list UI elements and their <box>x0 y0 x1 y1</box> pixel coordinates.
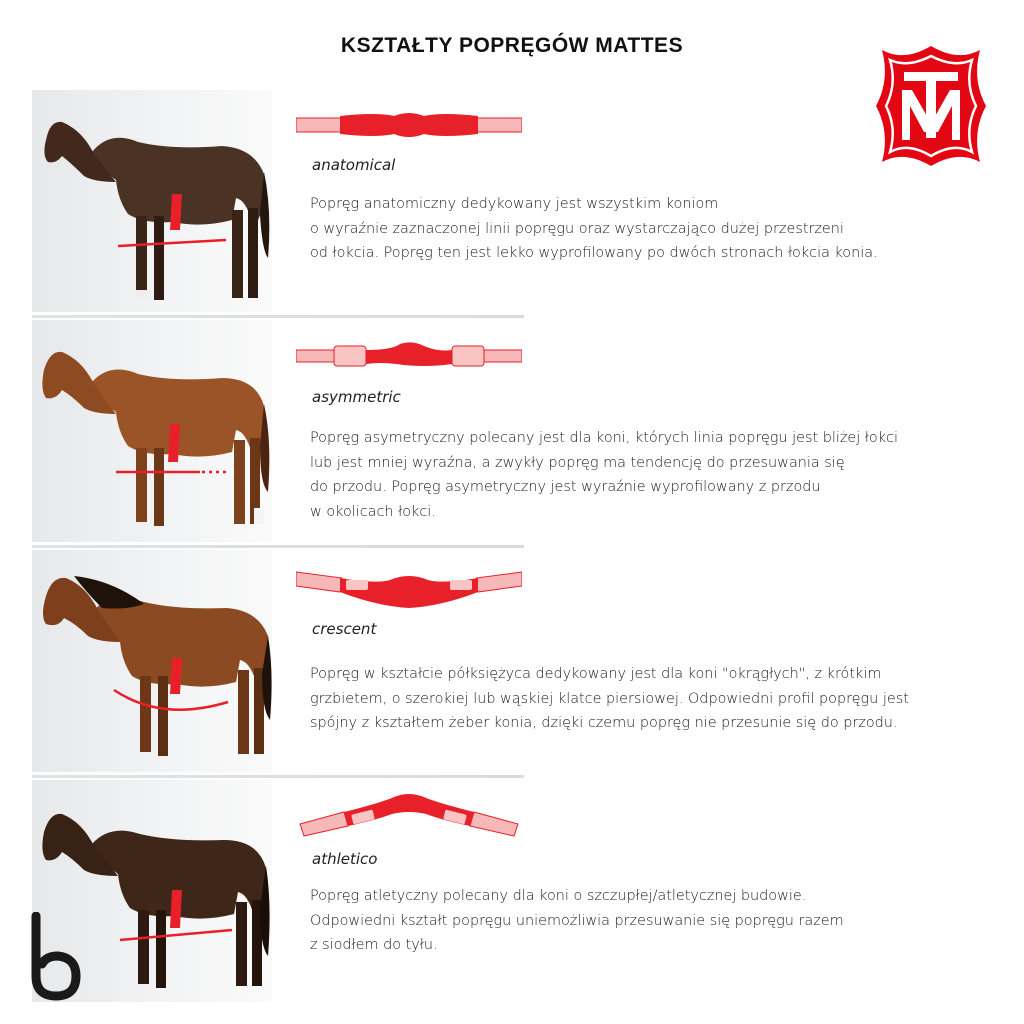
shape-label-asymmetric: asymmetric <box>312 388 401 406</box>
girth-anatomical-icon <box>296 108 522 142</box>
description-line: w okolicach łokci. <box>310 503 436 520</box>
girth-crescent-icon <box>296 566 522 612</box>
description-line: Popręg w kształcie półksiężyca dedykowany jest dla koni "okrągłych", z krótkim <box>310 666 882 682</box>
page-title: KSZTAŁTY POPRĘGÓW MATTES <box>340 34 684 57</box>
description-line: o wyraźnie zaznaczonej linii popręgu oraz wystarczająco dużej przestrzeni <box>310 220 844 237</box>
section-divider <box>32 775 524 778</box>
description-line: lub jest mniej wyraźna, a zwykły popręg ma tendencję do przesuwania się <box>310 454 845 471</box>
shape-label-crescent: crescent <box>312 620 377 638</box>
description-crescent <box>310 662 1015 736</box>
horse-photo-anatomical <box>32 90 272 312</box>
description-line: Popręg atletyczny polecany dla koni o szczupłej/atletycznej budowie. <box>310 888 807 904</box>
description-line: spójny z kształtem żeber konia, dzięki czemu popręg nie przesunie się do przodu. <box>310 715 898 731</box>
horse-photo-asymmetric <box>32 320 272 542</box>
description-line: z siodłem do tyłu. <box>310 937 438 953</box>
horse-photo-crescent <box>32 550 272 772</box>
girth-athletico-icon <box>296 790 522 844</box>
description-line: Odpowiedni kształt popręgu uniemożliwia przesuwanie się popręgu razem <box>310 912 844 929</box>
shape-label-athletico: athletico <box>312 850 378 868</box>
section-divider <box>32 545 524 548</box>
shape-label-anatomical: anatomical <box>312 156 396 174</box>
description-anatomical <box>310 192 1015 266</box>
description-line: od łokcia. Popręg ten jest lekko wyprofilowany po dwóch stronach łokcia konia. <box>310 245 878 261</box>
description-athletico <box>310 884 1015 958</box>
description-line: Popręg anatomiczny dedykowany jest wszystkim koniom <box>310 196 719 212</box>
description-line: do przodu. Popręg asymetryczny jest wyraźnie wyprofilowany z przodu <box>310 479 821 495</box>
b-letter-logo-icon <box>26 912 82 1002</box>
section-divider <box>32 315 524 318</box>
description-asymmetric <box>310 426 1015 524</box>
girth-asymmetric-icon <box>296 340 522 372</box>
description-line: grzbietem, o szerokiej lub wąskiej klatce piersiowej. Odpowiedni profil popręgu jest <box>310 690 909 707</box>
mattes-tm-logo-icon <box>868 40 994 172</box>
description-line: Popręg asymetryczny polecany jest dla koni, których linia popręgu jest bliżej łokci <box>310 430 898 446</box>
